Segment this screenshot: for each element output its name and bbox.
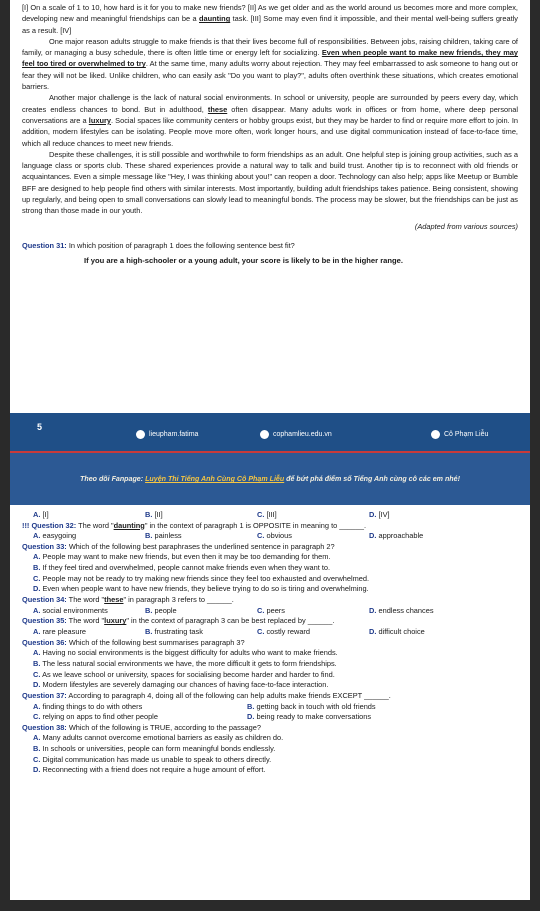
option-31-b[interactable]: B. [II] [145,510,163,519]
question-34-options [33,606,518,617]
question-38: Question 38: Which of the following is TRUE, according to the passage? [22,722,261,732]
question-34-word: these [104,595,124,605]
promo-suffix: để bứt phá điểm số Tiếng Anh cùng cô các em nhé! [284,475,460,483]
fanpage-link[interactable]: Luyện Thi Tiếng Anh Cùng Cô Phạm Liễu [145,475,285,483]
word-daunting: daunting [199,14,231,24]
question-36: Question 36: Which of the following best summarises paragraph 3? [22,637,245,647]
option-32-c[interactable]: C. obvious [257,531,292,541]
question-33: Question 33: Which of the following best paraphrases the underlined sentence in paragraph 2? [22,541,335,551]
option-31-c[interactable]: C. [III] [257,510,277,519]
p1-text-a: [I] On a scale of 1 to 10, how hard is it for you to make new friends? [II] As we get older and as the world around us becomes more and more complex, developing new and meaningful friendships can be a [22,3,518,24]
paragraph-1 [22,2,518,36]
p1-text-b: task. [III] Some may even find it impossible, and their mental well-being suffers greatly as a result. [IV] [22,14,519,35]
option-38-a[interactable]: A. Many adults cannot overcome emotional barriers as easily as children do. [33,733,284,743]
question-38-label: Question 38: [22,722,67,732]
p2-text-a: One major reason adults struggle to make friends is that their lives become full of responsibilities. Between jobs, raising children, taking care of family, or managing a busy schedule, there is often little time or energy left for socializing. [22,36,518,58]
question-32-label: Question 32: [31,520,77,530]
word-luxury: luxury [88,115,111,125]
paragraph-3 [22,92,518,148]
p3-text-b: often disappear. Many adults work in offices or from home, where deep personal conversations are a [22,104,518,125]
question-33-label: Question 33: [22,541,67,551]
option-34-d[interactable]: D. endless chances [369,605,434,615]
passage-source: (Adapted from various sources) [414,221,518,231]
page-number: 5 [37,422,43,432]
question-31-text: In which position of paragraph 1 does the following sentence best fit? [66,240,295,250]
word-these: these [207,104,228,114]
question-31-sentence: If you are a high-schooler or a young adult, your score is likely to be in the higher range. [84,256,404,266]
promo-text [80,475,460,483]
facebook-icon [136,430,145,439]
option-36-b[interactable]: B. The less natural social environments we have, the more difficult it gets to form friendships. [33,658,337,668]
option-32-d[interactable]: D. approachable [369,531,424,541]
option-34-a[interactable]: A. social environments [33,605,108,615]
question-37: Question 37: According to paragraph 4, doing all of the following can help adults make friends EXCEPT ______. [22,690,391,700]
question-35-word: luxury [104,616,127,626]
option-33-b[interactable]: B. If they feel tired and overwhelmed, people cannot make friends even when they want to. [33,563,331,573]
exam-page-top [10,0,530,413]
question-31-options [33,510,518,521]
option-34-b[interactable]: B. people [145,605,177,615]
option-37-c[interactable]: C. relying on apps to find other people [33,712,158,722]
question-31-label: Question 31: [22,240,67,250]
p2-text-b: . At the same time, many adults worry about rejection. They may feel embarrassed to ask someone to hang out or fear they will not be liked. Unlike children, who can easily ask "Do you want to play?", adults often overthink these situations, which creates emotional barriers. [22,59,519,92]
option-34-c[interactable]: C. peers [257,605,285,615]
p3-text-c: . Social spaces like community centers or hobby groups exist, but they may be harder to find or require more effort to join. In addition, modern lifestyles can be isolating. People move more often, work longer hours, and use digital communication instead of face-to-face time, which all reduce chances to meet new friends. [22,115,518,148]
footer-website-label: cophamlieu.edu.vn [273,431,332,438]
option-33-a[interactable]: A. People may want to make new friends, but even then it may be too demanding for them. [33,552,331,562]
underlined-sentence: Even when people want to make new friends, they may feel too tired or overwhelmed to try [22,48,519,69]
page-footer [10,413,530,451]
option-37-a[interactable]: A. finding things to do with others [33,701,143,711]
question-32: !!! Question 32: The word "daunting" in the context of paragraph 1 is OPPOSITE in meaning to ______. [22,520,367,530]
question-34-label: Question 34: [22,595,67,605]
option-38-b[interactable]: B. In schools or universities, people can form meaningful bonds endlessly. [33,744,276,754]
question-36-label: Question 36: [22,637,67,647]
question-37-label: Question 37: [22,690,67,700]
question-35-label: Question 35: [22,616,67,626]
question-35-options [33,627,518,638]
option-33-d[interactable]: D. Even when people want to have new friends, they believe trying to do so is tiring and overwhelming. [33,584,369,594]
p3-text-a: Another major challenge is the lack of natural social environments. In school or university, people are surrounded by peers every day, which creates endless chances to bond. But in adulthood, [22,93,518,114]
footer-messenger[interactable] [431,430,488,439]
option-36-c[interactable]: C. As we leave school or university, spaces for socialising become harder and harder to find. [33,669,335,679]
option-31-a[interactable]: A. [I] [33,510,49,519]
option-36-a[interactable]: A. Having no social environments is the biggest difficulty for adults who want to make friends. [33,648,338,658]
promo-prefix: Theo dõi Fanpage: [80,475,146,483]
question-32-word: daunting [113,520,145,530]
question-35: Question 35: The word "luxury" in the context of paragraph 3 can be best replaced by ______. [22,616,335,626]
messenger-icon [431,430,440,439]
question-32-options [33,531,518,542]
paragraph-2 [22,36,518,92]
exam-page-bottom [10,505,530,900]
option-38-c[interactable]: C. Digital communication has made us unable to speak to others directly. [33,754,272,764]
option-32-b[interactable]: B. painless [145,531,182,541]
question-34: Question 34: The word "these" in paragraph 3 refers to ______. [22,595,234,605]
footer-facebook[interactable] [136,430,198,439]
promo-banner [10,453,530,505]
option-35-c[interactable]: C. costly reward [257,626,311,636]
question-32-prefix: !!! [22,520,32,530]
footer-messenger-label: Cô Phạm Liễu [444,431,489,438]
footer-facebook-label: lieupham.fatima [149,431,199,438]
question-37-options-row2 [33,712,518,723]
option-35-a[interactable]: A. rare pleasure [33,626,87,636]
question-37-options-row1 [33,702,518,713]
option-32-a[interactable]: A. easygoing [33,531,77,541]
option-35-b[interactable]: B. frustrating task [145,626,203,636]
option-35-d[interactable]: D. difficult choice [369,626,425,636]
paragraph-4: Despite these challenges, it is still possible and worthwhile to form friendships as an adult. One helpful step is joining group activities, such as a language class or sports club. These shared experiences provide a natural way to talk and build trust. Another tip is to reconnect with old friends or acquaintances. Even a simple message like "Hey, I was thinking about you!" can reopen a door. Technology can also help; apps like Meetup or Bumble BFF are designed to help people find others with similar interests. Most importantly, building adult friendships takes patience. Being consistent, showing up regularly, and being open to small conversations can slowly lead to meaningful bonds. The process may be slower, but the friendships can be just as strong than those made in our youth. [22,149,518,216]
option-38-d[interactable]: D. Reconnecting with a friend does not require a huge amount of effort. [33,765,266,775]
footer-website[interactable] [260,430,332,439]
option-33-c[interactable]: C. People may not be ready to try making new friends since they feel too exhausted and overwhelmed. [33,573,370,583]
option-36-d[interactable]: D. Modern lifestyles are severely damaging our chances of having face-to-face interaction. [33,680,329,690]
globe-icon [260,430,269,439]
option-37-d[interactable]: D. being ready to make conversations [247,712,372,722]
option-31-d[interactable]: D. [IV] [369,510,390,519]
option-37-b[interactable]: B. getting back in touch with old friends [247,701,376,711]
question-31 [22,240,518,252]
